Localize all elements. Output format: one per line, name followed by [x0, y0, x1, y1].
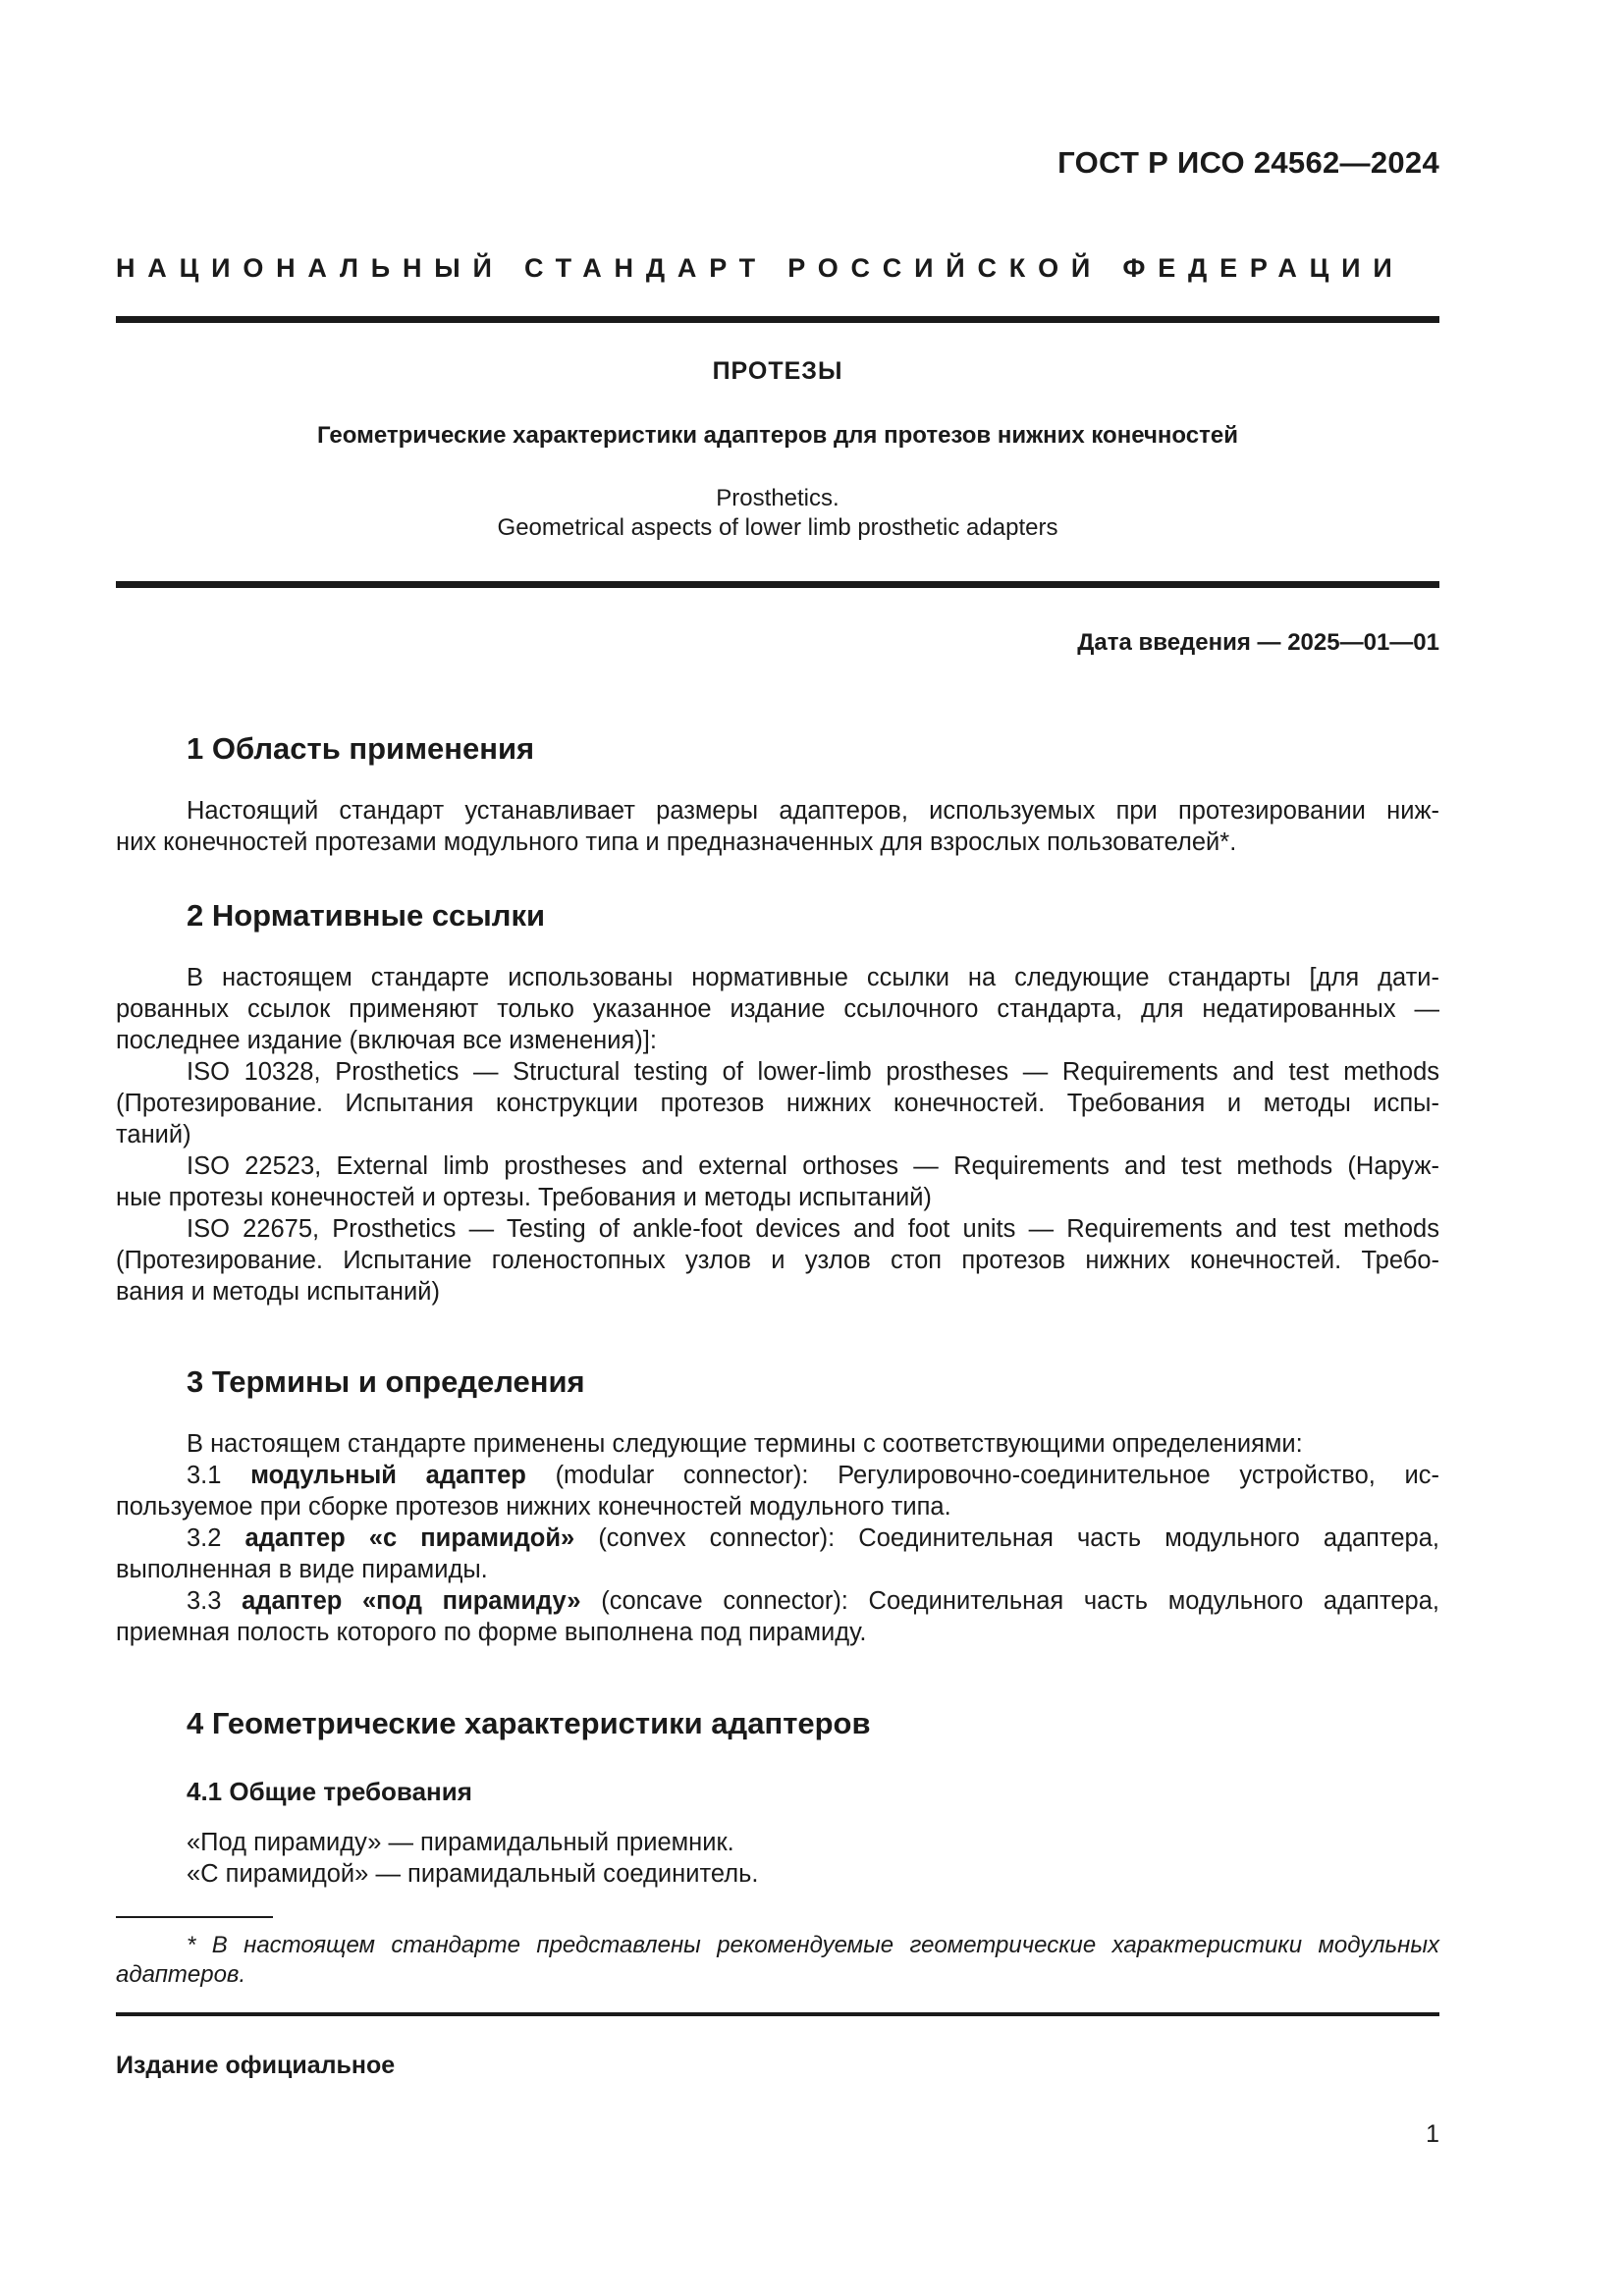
section-1-heading: 1 Область применения [187, 731, 535, 766]
term-definition-line: приемная полость которого по форме выполнена под пирамиду. [116, 1619, 867, 1646]
paragraph-line: В настоящем стандарте применены следующие термины с соответствующими определениями: [187, 1430, 1303, 1458]
term-definition-line [116, 1460, 1439, 1491]
term-rest: (modular connector): Регулировочно-соединительное устройство, ис- [555, 1462, 1439, 1489]
bottom-divider [116, 2012, 1439, 2016]
document-code: ГОСТ Р ИСО 24562—2024 [1057, 145, 1439, 180]
term-number: 3.3 [187, 1587, 222, 1615]
footnote-line: адаптеров. [116, 1961, 246, 1988]
term-rest: (concave connector): Соединительная часть модульного адаптера, [601, 1587, 1439, 1615]
page-number: 1 [1426, 2120, 1439, 2148]
english-title-line-1: Prosthetics. [716, 485, 839, 511]
reference-line: ные протезы конечностей и ортезы. Требования и методы испытаний) [116, 1184, 932, 1211]
paragraph-line: них конечностей протезами модульного типа и предназначенных для взрослых пользователей*. [116, 828, 1237, 856]
official-edition-label: Издание официальное [116, 2052, 396, 2079]
term-definition-line [116, 1585, 1439, 1617]
reference-line: таний) [116, 1121, 191, 1148]
introduction-date: Дата введения — 2025—01—01 [1077, 629, 1439, 656]
paragraph-line: В настоящем стандарте использованы нормативные ссылки на следующие стандарты [для дати- [187, 964, 1439, 991]
term-definition-line: выполненная в виде пирамиды. [116, 1556, 488, 1583]
english-title-line-2: Geometrical aspects of lower limb prosthetic adapters [497, 514, 1058, 541]
term-definition-line: пользуемое при сборке протезов нижних конечностей модульного типа. [116, 1493, 951, 1521]
subsection-4-1-heading: 4.1 Общие требования [187, 1777, 472, 1806]
paragraph-line: последнее издание (включая все изменения)]: [116, 1027, 657, 1054]
reference-line: ISO 10328, Prosthetics — Structural testing of lower-limb prostheses — Requirements and test methods [187, 1058, 1439, 1086]
reference-line: ISO 22523, External limb prostheses and external orthoses — Requirements and test methods (Наруж- [187, 1152, 1439, 1180]
document-subtitle: Геометрические характеристики адаптеров для протезов нижних конечностей [317, 422, 1238, 449]
reference-line: (Протезирование. Испытания конструкции протезов нижних конечностей. Требования и методы испы- [116, 1090, 1439, 1117]
term-name: адаптер «под пирамиду» [242, 1587, 581, 1615]
top-divider [116, 316, 1439, 323]
title-divider [116, 581, 1439, 588]
reference-line: (Протезирование. Испытание голеностопных узлов и узлов стоп протезов нижних конечностей. Требо- [116, 1247, 1439, 1274]
term-name: адаптер «с пирамидой» [244, 1524, 575, 1552]
term-number: 3.1 [187, 1462, 222, 1489]
paragraph-line: «С пирамидой» — пирамидальный соединитель. [187, 1860, 759, 1888]
term-number: 3.2 [187, 1524, 222, 1552]
paragraph-line: рованных ссылок применяют только указанное издание ссылочного стандарта, для недатированных — [116, 995, 1439, 1023]
term-name: модульный адаптер [250, 1462, 526, 1489]
national-standard-banner: НАЦИОНАЛЬНЫЙ СТАНДАРТ РОССИЙСКОЙ ФЕДЕРАЦИИ [116, 253, 1405, 283]
section-2-heading: 2 Нормативные ссылки [187, 898, 546, 933]
section-3-heading: 3 Термины и определения [187, 1364, 585, 1399]
reference-line: вания и методы испытаний) [116, 1278, 440, 1306]
section-4-heading: 4 Геометрические характеристики адаптеров [187, 1706, 871, 1740]
footnote-separator [116, 1916, 273, 1918]
term-definition-line [116, 1522, 1439, 1554]
reference-line: ISO 22675, Prosthetics — Testing of ankle-foot devices and foot units — Requirements and test methods [187, 1215, 1439, 1243]
document-title: ПРОТЕЗЫ [712, 357, 843, 385]
paragraph-line: «Под пирамиду» — пирамидальный приемник. [187, 1829, 734, 1856]
footnote-line: * В настоящем стандарте представлены рекомендуемые геометрические характеристики модульных [187, 1932, 1439, 1958]
paragraph-line: Настоящий стандарт устанавливает размеры адаптеров, используемых при протезировании ниж- [187, 797, 1439, 825]
term-rest: (convex connector): Соединительная часть модульного адаптера, [598, 1524, 1439, 1552]
